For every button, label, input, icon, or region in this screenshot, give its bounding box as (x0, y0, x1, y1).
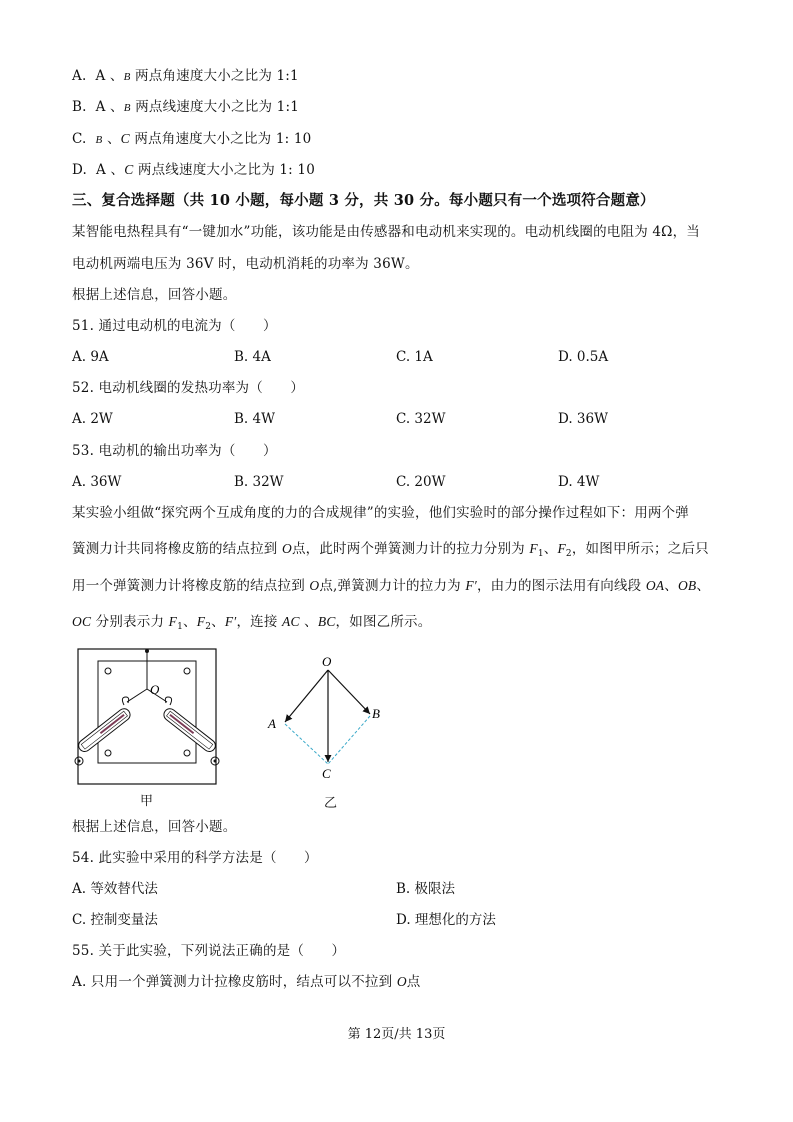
point-B-label: B (372, 706, 380, 721)
sub-1: 1 (177, 622, 184, 632)
math-F2: F (557, 541, 566, 556)
option-c-prev: C. B 、C 两点角速度大小之比为 1: 10 (72, 131, 312, 147)
text: 簧测力计共同将橡皮筋的结点拉到 (72, 541, 282, 557)
option-label: D. (72, 162, 88, 178)
option-text: 两点线速度大小之比为 1: 10 (137, 162, 316, 178)
math-OA: OA (645, 578, 665, 593)
sub-2: 2 (205, 622, 212, 632)
math-O: O (396, 974, 407, 989)
text: 用一个弹簧测力计将橡皮筋的结点拉到 (72, 578, 310, 594)
point-label: C (120, 131, 130, 146)
point-O-label: O (150, 682, 160, 697)
point-label: B (123, 71, 131, 83)
q54-option-d[interactable]: D. 理想化的方法 (396, 912, 496, 928)
math-Fprime: F′ (465, 578, 477, 593)
text: 点 (406, 974, 421, 990)
q51-option-d[interactable]: D. 0.5A (558, 349, 609, 365)
text: 、 (696, 578, 711, 594)
q54-option-c[interactable]: C. 控制变量法 (72, 912, 158, 928)
math-O: O (309, 578, 320, 593)
section-heading: 三、复合选择题（共 10 小题，每小题 3 分，共 30 分。每小题只有一个选项符合题意） (72, 192, 655, 209)
q51-option-b[interactable]: B. 4A (234, 349, 271, 365)
point-label: A (96, 162, 106, 178)
sub-2: 2 (565, 549, 572, 559)
question-53-stem: 53. 电动机的输出功率为（ ） (72, 443, 277, 459)
option-d-prev: D. A 、C 两点线速度大小之比为 1: 10 (72, 162, 316, 178)
passage1-line1: 某智能电热程具有“一键加水”功能，该功能是由传感器和电动机来实现的。电动机线圈的电阻为 4Ω，当 (72, 224, 700, 240)
text: ，连接 (236, 614, 283, 630)
math-Fprime: F′ (224, 614, 237, 629)
text: 点，此时两个弹簧测力计的拉力分别为 (291, 541, 530, 557)
question-51-stem: 51. 通过电动机的电流为（ ） (72, 318, 277, 334)
point-C-label: C (322, 766, 331, 781)
math-OB: OB (677, 578, 697, 593)
math-F1: F (168, 614, 178, 629)
q54-option-a[interactable]: A. 等效替代法 (72, 881, 158, 897)
math-F2: F (196, 614, 206, 629)
figure-yi-vector-diagram (262, 652, 392, 782)
point-label: A (95, 99, 106, 115)
passage1-instruction: 根据上述信息，回答小题。 (72, 287, 237, 303)
q54-option-b[interactable]: B. 极限法 (396, 881, 456, 897)
passage2-line4: OC 分别表示力 $F_1$、$F_2$、F′，连接 AC 、BC，如图乙所示。 (72, 614, 432, 632)
text: 点,弹簧测力计的拉力为 (319, 578, 466, 594)
point-label: B (95, 134, 103, 146)
sub-1: 1 (537, 549, 544, 559)
option-text: 两点角速度大小之比为 1: 10 (134, 131, 312, 147)
option-label: A. (72, 68, 87, 84)
q52-option-a[interactable]: A. 2W (72, 411, 113, 427)
text: 分别表示力 (91, 614, 169, 630)
math-OC: OC (72, 614, 92, 629)
passage1-line2: 电动机两端电压为 36V 时，电动机消耗的功率为 36W。 (72, 256, 419, 272)
passage2-line1: 某实验小组做“探究两个互成角度的力的合成规律”的实验，他们实验时的部分操作过程如下：用两个弹 (72, 505, 690, 521)
q52-option-d[interactable]: D. 36W (558, 411, 608, 427)
question-55-stem: 55. 关于此实验，下列说法正确的是（ ） (72, 943, 346, 959)
passage2-instruction: 根据上述信息，回答小题。 (72, 819, 237, 835)
page-footer: 第 12页/共 13页 (347, 1027, 446, 1042)
passage2-line3 (72, 577, 710, 595)
passage2-line2 (72, 540, 709, 563)
point-label: B (123, 102, 131, 114)
option-text: 两点角速度大小之比为 1:1 (135, 68, 299, 84)
text: ，由力的图示法用有向线段 (476, 578, 646, 594)
q52-option-b[interactable]: B. 4W (234, 411, 275, 427)
q51-option-a[interactable]: A. 9A (72, 349, 109, 365)
q52-option-c[interactable]: C. 32W (396, 411, 446, 427)
question-52-stem: 52. 电动机线圈的发热功率为（ ） (72, 380, 305, 396)
q53-option-d[interactable]: D. 4W (558, 474, 600, 490)
q53-option-c[interactable]: C. 20W (396, 474, 446, 490)
option-a-prev: A. A 、B 两点角速度大小之比为 1:1 (72, 68, 299, 84)
point-A-label: A (268, 716, 276, 731)
question-54-stem: 54. 此实验中采用的科学方法是（ ） (72, 850, 318, 866)
q53-option-b[interactable]: B. 32W (234, 474, 284, 490)
text: 、 (664, 578, 678, 594)
q53-option-a[interactable]: A. 36W (72, 474, 122, 490)
figure-yi-caption: 乙 (324, 796, 338, 811)
figure-jia-apparatus (72, 647, 222, 787)
math-BC: BC (317, 614, 336, 629)
point-label: C (124, 162, 134, 177)
text: A. 只用一个弹簧测力计拉橡皮筋时，结点可以不拉到 (72, 974, 397, 990)
math-F1: F (529, 541, 538, 556)
option-b-prev: B. A 、B 两点线速度大小之比为 1:1 (72, 99, 300, 115)
math-O: O (282, 541, 292, 556)
point-label: A (95, 68, 106, 84)
math-AC: AC (282, 614, 300, 629)
option-label: C. (72, 131, 87, 147)
text: ，如图乙所示。 (335, 614, 432, 630)
option-label: B. (72, 99, 87, 115)
point-O-label: O (322, 654, 332, 669)
option-text: 两点线速度大小之比为 1:1 (135, 99, 300, 115)
text: ，如图甲所示；之后只 (571, 541, 709, 557)
text: 、 (543, 541, 558, 557)
q55-option-a[interactable] (72, 973, 420, 991)
q51-option-c[interactable]: C. 1A (396, 349, 433, 365)
figure-jia-caption: 甲 (140, 794, 154, 809)
